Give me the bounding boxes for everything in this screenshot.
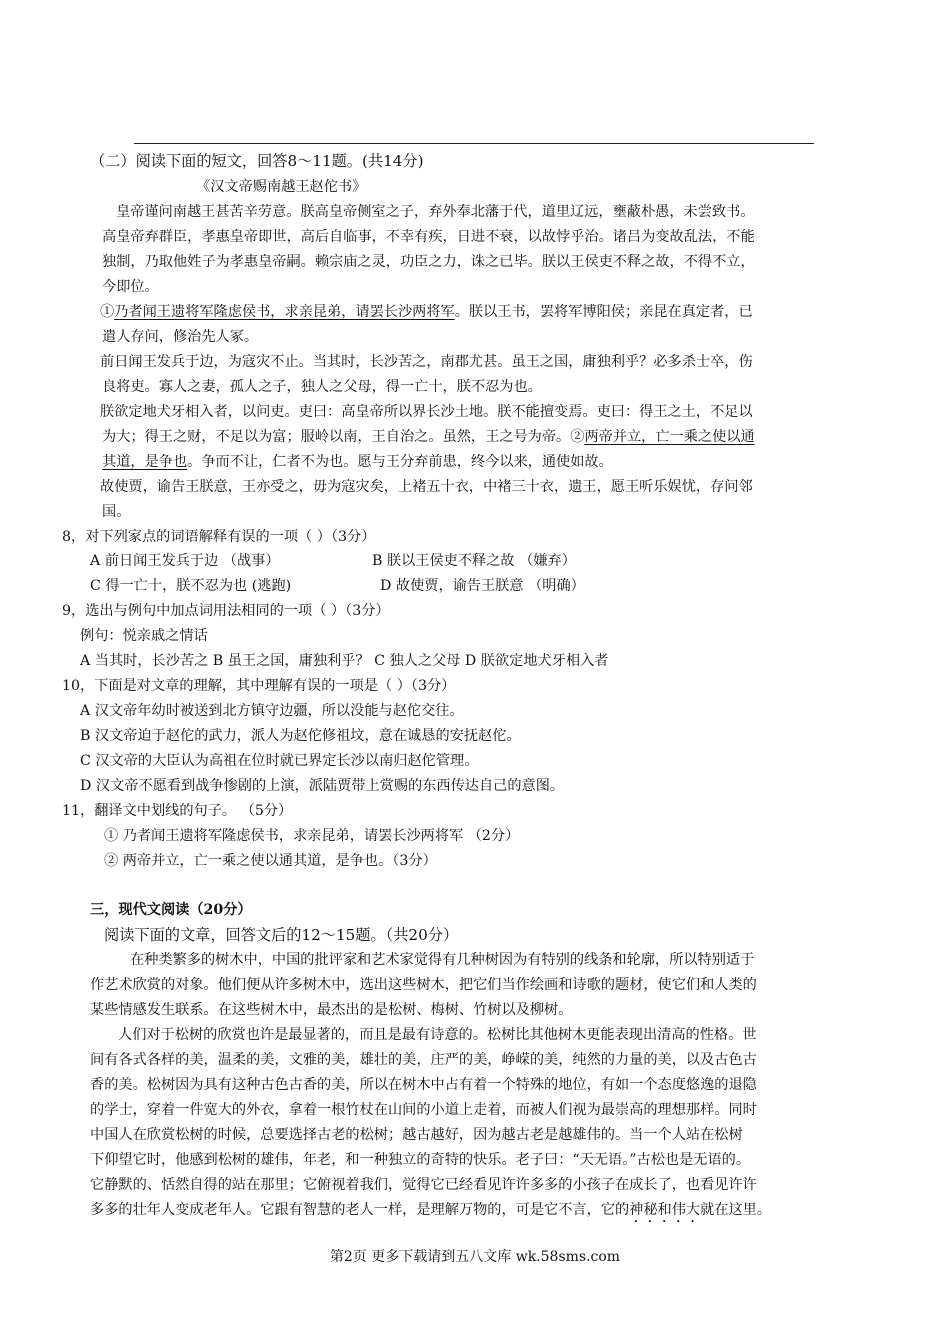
question-11-sentence-1: ① 乃者闻王遗将军隆虑侯书，求亲昆弟，请罢长沙两将军 （2分） <box>104 828 520 844</box>
article-line: 的学士，穿着一件宽大的外衣，拿着一根竹杖在山间的小道上走着，而被人们视为最崇高的理想那样。同时 <box>90 1102 757 1118</box>
passage-line: 良将吏。寡人之妻，孤人之子，独人之父母，得一亡十，朕不忍为也。 <box>102 379 542 395</box>
question-10-option-c: C 汉文帝的大臣认为高祖在位时就已界定长沙以南归赵佗管理。 <box>80 753 479 769</box>
question-10-stem: 10，下面是对文章的理解，其中理解有误的一项是（ ）（3分） <box>62 678 456 694</box>
underlined-sentence-1: 乃者闻王遗将军隆虑侯书，求亲昆弟，请罢长沙两将军 <box>114 304 455 320</box>
question-9-options: A 当其时，长沙苦之 B 虽王之国，庸独利乎？ C 独人之父母 D 朕欲定地犬牙相入者 <box>80 653 609 669</box>
article-text: 多多的壮年人变成老年人。它跟有智慧的老人一样，是理解万物的，可是它不言，它的 <box>90 1202 630 1218</box>
passage-line: 独制，乃取他姓子为孝惠皇帝嗣。赖宗庙之灵，功臣之力，诛之已毕。朕以王侯吏不释之故，不得不立， <box>102 254 755 270</box>
passage-text: 为大；得王之财，不足以为富；服岭以南，王自治之。虽然，王之号为帝。② <box>102 429 585 445</box>
article-line: 作艺术欣赏的对象。他们便从许多树木中，选出这些树木，把它们当作绘画和诗歌的题材，使它们和人类的 <box>90 977 757 993</box>
article-text: 就在这里。 <box>700 1202 772 1218</box>
passage-line: 今即位。 <box>102 279 159 295</box>
section3-heading: 三，现代文阅读（20分） <box>90 902 252 918</box>
passage-line: 故使贾，谕告王朕意，王亦受之，毋为寇灾矣，上褚五十衣，中褚三十衣，遗王，愿王听乐娱忧，存问邻 <box>100 479 753 495</box>
passage-title: 《汉文帝赐南越王赵佗书》 <box>196 179 367 195</box>
passage-text: 。争而不让，仁者不为也。愿与王分弃前患，终今以来，通使如故。 <box>187 454 613 470</box>
underlined-sentence-2-cont: 其道，是争也 <box>102 454 188 470</box>
passage-line: 前日闻王发兵于边，为寇灾不止。当其时，长沙苦之，南郡尤甚。虽王之国，庸独利乎？必多杀士卒，伤 <box>100 354 753 370</box>
passage-line: 朕欲定地犬牙相入者，以问吏。吏曰：高皇帝所以界长沙土地。朕不能擅变焉。吏曰：得王之土，不足以 <box>100 404 753 420</box>
article-line: 某些情感发生联系。在这些树木中，最杰出的是松树、梅树、竹树以及柳树。 <box>90 1002 573 1018</box>
question-11-stem: 11，翻译文中划线的句子。 （5分） <box>62 803 293 819</box>
question-11-sentence-2: ② 两帝并立，亡一乘之使以通其道，是争也。（3分） <box>104 853 437 869</box>
underlined-sentence-2: 两帝并立，亡一乘之使以通 <box>584 429 755 445</box>
article-line: 中国人在欣赏松树的时候，总要选择古老的松树；越古越好，因为越古老是越雄伟的。当一个人站在松树 <box>90 1127 743 1143</box>
article-line <box>90 1200 771 1226</box>
page-footer: 第2页 更多下载请到五八文库 wk.58sms.com <box>329 1249 621 1265</box>
question-10-option-b: B 汉文帝迫于赵佗的武力，派人为赵佗修祖坟，意在诚恳的安抚赵佗。 <box>80 728 521 744</box>
article-line: 在种类繁多的树木中，中国的批评家和艺术家觉得有几种树因为有特别的线条和轮廓，所以特别适于 <box>130 952 755 968</box>
question-8-option-b: B 朕以王侯吏不释之故 （嫌弃） <box>372 553 576 569</box>
passage-line: 高皇帝弃群臣，孝惠皇帝即世，高后自临事，不幸有疾，日进不衰，以故悖乎治。诸吕为变故乱法，不能 <box>102 229 755 245</box>
article-line: 间有各式各样的美，温柔的美，文雅的美，雄壮的美，庄严的美，峥嵘的美，纯然的力量的美，以及古色古 <box>90 1052 757 1068</box>
passage-line: 遣人存问，修治先人冢。 <box>102 329 259 345</box>
passage-line: 皇帝谨问南越王甚苦辛劳意。朕高皇帝侧室之子，弃外奉北藩于代，道里辽远，壅蔽朴愚，未尝致书。 <box>116 204 755 220</box>
header-rule <box>134 143 814 144</box>
article-line: 人们对于松树的欣赏也许是最显著的，而且是最有诗意的。松树比其他树木更能表现出清高的性格。世 <box>118 1027 757 1043</box>
question-8-option-c: C 得一亡十，朕不忍为也 (逃跑) <box>90 578 292 594</box>
article-line: 它静默的、恬然自得的站在那里；它俯视着我们，觉得它已经看见许许多多的小孩子在成长了，也看见许许 <box>90 1177 757 1193</box>
passage-line <box>102 452 613 472</box>
article-line: 香的美。松树因为具有这种古色古香的美，所以在树木中占有着一个特殊的地位，有如一个态度悠逸的退隐 <box>90 1077 757 1093</box>
article-line: 下仰望它时，他感到松树的雄伟，年老，和一种独立的奇特的快乐。老子曰：“天无语。”古松也是无语的。 <box>90 1152 751 1168</box>
question-10-option-d: D 汉文帝不愿看到战争惨剧的上演，派陆贾带上赏赐的东西传达自己的意图。 <box>80 778 565 794</box>
question-8-option-a: A 前日闻王发兵于边 （战事） <box>90 553 280 569</box>
question-8-option-d: D 故使贾，谕告王朕意 （明确） <box>380 578 585 594</box>
passage-text: 。朕以王书，罢将军博阳侯；亲昆在真定者，已 <box>454 304 753 320</box>
circled-number: ① <box>100 304 115 320</box>
question-9-example: 例句：悦亲戚之情话 <box>80 628 208 644</box>
passage-line <box>100 302 753 322</box>
question-10-option-a: A 汉文帝年幼时被送到北方镇守边疆，所以没能与赵佗交往。 <box>80 703 464 719</box>
question-8-stem: 8，对下列家点的词语解释有误的一项（ ）（3分） <box>62 529 376 545</box>
question-9-stem: 9，选出与例句中加点词用法相同的一项（ ）（3分） <box>62 603 390 619</box>
emphasis-dotted-text: 神秘和伟大 <box>629 1202 701 1218</box>
passage-line: 国。 <box>102 504 131 520</box>
passage-line <box>102 427 755 447</box>
section2-heading: （二）阅读下面的短文，回答8～11题。(共14分) <box>90 152 424 170</box>
section3-intro: 阅读下面的文章，回答文后的12～15题。（共20分） <box>104 926 459 944</box>
